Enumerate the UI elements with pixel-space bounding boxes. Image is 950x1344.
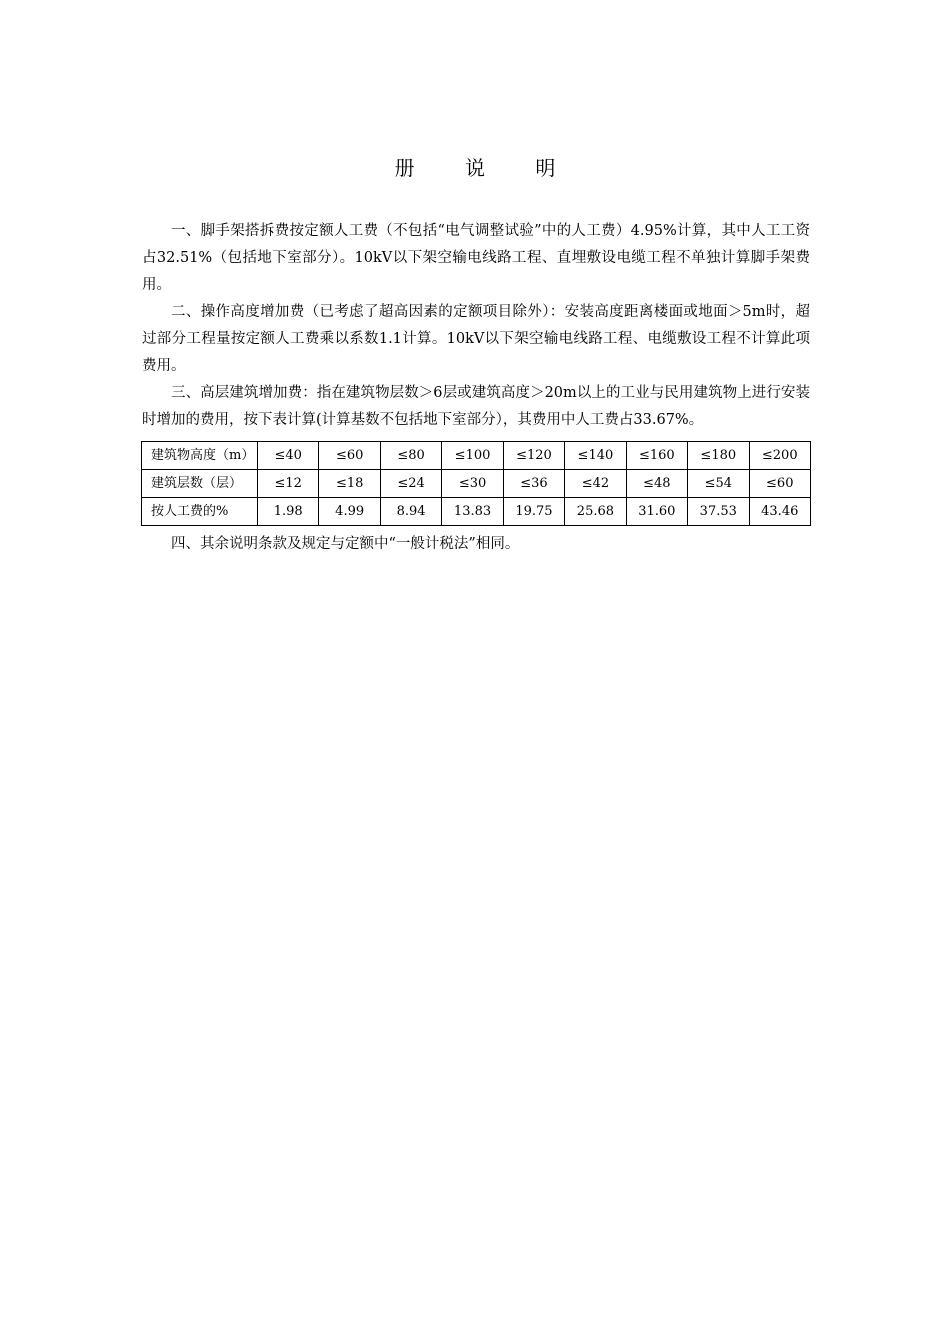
- row-header: 建筑层数（层）: [142, 470, 258, 498]
- table-cell: ≤60: [319, 442, 380, 470]
- table-cell: ≤54: [688, 470, 749, 498]
- table-cell: ≤100: [442, 442, 503, 470]
- table-cell: ≤120: [503, 442, 564, 470]
- table-cell: ≤12: [258, 470, 319, 498]
- table-cell: ≤36: [503, 470, 564, 498]
- table-cell: ≤80: [380, 442, 441, 470]
- row-header: 建筑物高度（m）: [142, 442, 258, 470]
- table-cell: 1.98: [258, 498, 319, 526]
- table-cell: ≤40: [258, 442, 319, 470]
- table-cell: ≤24: [380, 470, 441, 498]
- table-cell: ≤30: [442, 470, 503, 498]
- row-header: 按人工费的%: [142, 498, 258, 526]
- table-row: [142, 442, 811, 470]
- table-row: [142, 470, 811, 498]
- paragraph-scaffolding-fee: 一、脚手架搭拆费按定额人工费（不包括“电气调整试验”中的人工费）4.95%计算，其中人工工资占32.51%（包括地下室部分）。10kV以下架空输电线路工程、直埋敷设电缆工程不单独计算脚手架费用。: [142, 223, 810, 293]
- table-cell: ≤60: [749, 470, 811, 498]
- table-cell: ≤42: [565, 470, 626, 498]
- page-title: 册 说 明: [394, 156, 578, 180]
- document-body: [142, 218, 810, 558]
- paragraph-high-rise-fee: 三、高层建筑增加费：指在建筑物层数＞6层或建筑高度＞20m以上的工业与民用建筑物上进行安装时增加的费用，按下表计算(计算基数不包括地下室部分），其费用中人工费占33.67%。: [142, 385, 810, 428]
- table-cell: 37.53: [688, 498, 749, 526]
- table-cell: 13.83: [442, 498, 503, 526]
- paragraph-other-provisions: 四、其余说明条款及规定与定额中“一般计税法”相同。: [171, 536, 520, 552]
- high-rise-rate-table: [141, 441, 811, 526]
- table-cell: 25.68: [565, 498, 626, 526]
- table-cell: ≤200: [749, 442, 811, 470]
- table-row: [142, 498, 811, 526]
- table-cell: 19.75: [503, 498, 564, 526]
- table-cell: 8.94: [380, 498, 441, 526]
- table-cell: ≤48: [626, 470, 687, 498]
- table-cell: 4.99: [319, 498, 380, 526]
- paragraph-operation-height-fee: 二、操作高度增加费（已考虑了超高因素的定额项目除外）：安装高度距离楼面或地面＞5m时，超过部分工程量按定额人工费乘以系数1.1计算。10kV以下架空输电线路工程、电缆敷设工程不计算此项费用。: [142, 304, 810, 374]
- table-cell: ≤18: [319, 470, 380, 498]
- table-cell: 31.60: [626, 498, 687, 526]
- table-cell: ≤140: [565, 442, 626, 470]
- table-cell: ≤160: [626, 442, 687, 470]
- table-cell: ≤180: [688, 442, 749, 470]
- table-cell: 43.46: [749, 498, 811, 526]
